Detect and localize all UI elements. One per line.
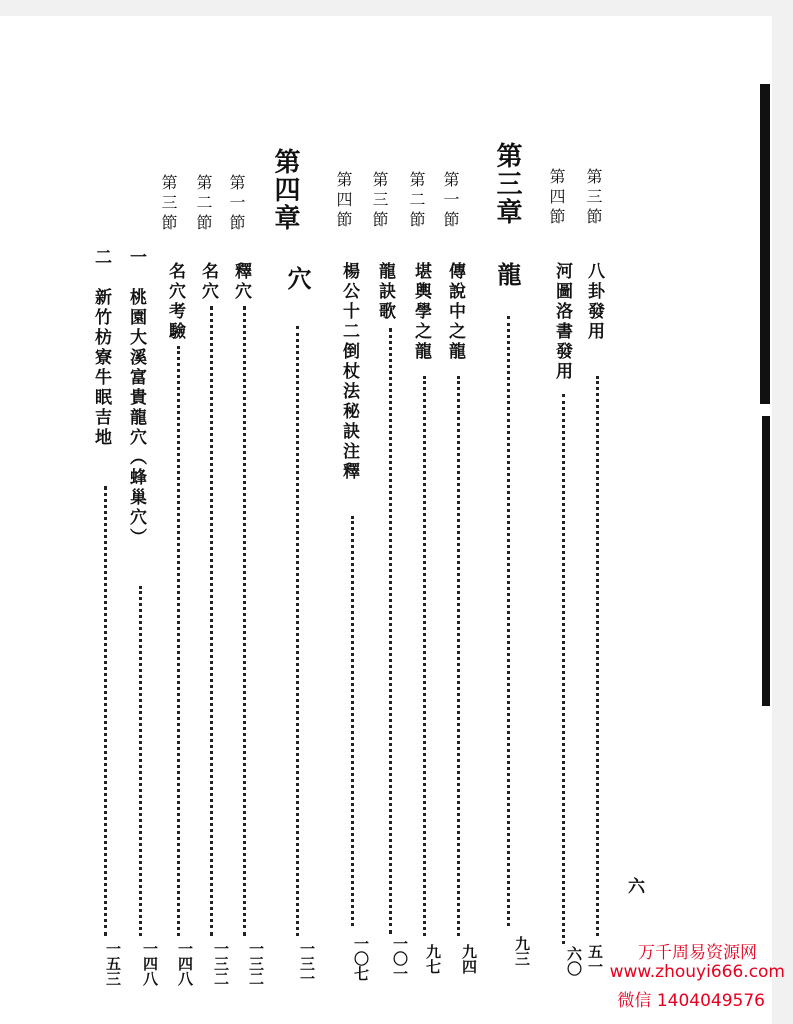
toc-section-label: 第三節	[370, 171, 389, 231]
toc-page-number: 一五三	[104, 941, 122, 986]
toc-section-label: 第一節	[227, 174, 246, 234]
toc-entry-title: 新竹枋寮牛眠吉地	[91, 288, 111, 448]
chapter-title: 龍	[493, 262, 522, 286]
toc-page-number: 一三二	[247, 941, 265, 986]
toc-page-number: 一〇一	[391, 936, 409, 981]
dot-leader	[104, 486, 107, 936]
toc-page-number: 一三一	[298, 941, 316, 986]
dot-leader	[210, 306, 213, 936]
toc-page-number: 一〇七	[352, 936, 370, 981]
toc-page-number: 五一	[586, 944, 604, 974]
toc-page-number: 九三	[513, 936, 531, 966]
watermark-line: 万千周易资源网	[638, 943, 757, 963]
toc-page-number: 一四八	[176, 941, 194, 986]
page-number: 六	[628, 877, 645, 897]
dot-leader	[457, 376, 460, 936]
page-edge-shadow	[762, 416, 770, 706]
watermark-line: www.zhouyi666.com	[609, 962, 785, 982]
toc-entry-title: 釋穴	[231, 262, 251, 302]
toc-entry-title: 河圖洛書發用	[552, 262, 572, 382]
toc-entry-title: 傳說中之龍	[445, 262, 465, 362]
toc-item-marker: 二	[91, 248, 111, 268]
toc-section-label: 第四節	[334, 171, 353, 231]
dot-leader	[139, 586, 142, 936]
dot-leader	[423, 376, 426, 936]
book-page	[0, 16, 772, 1024]
toc-page-number: 一三二	[212, 941, 230, 986]
toc-entry-title: 桃園大溪富貴龍穴（蜂巢穴）	[126, 288, 146, 548]
toc-entry-title: 龍訣歌	[375, 262, 395, 322]
dot-leader	[243, 306, 246, 936]
toc-section-label: 第一節	[441, 171, 460, 231]
toc-page-number: 六〇	[565, 946, 583, 976]
toc-entry-title: 堪輿學之龍	[411, 262, 431, 362]
toc-entry-title: 名穴考驗	[165, 262, 185, 342]
toc-entry-title: 楊公十二倒杖法秘訣注釋	[339, 262, 359, 482]
chapter-label: 第三章	[492, 142, 522, 226]
dot-leader	[296, 326, 299, 936]
dot-leader	[507, 316, 510, 926]
toc-section-label: 第三節	[584, 168, 603, 228]
watermark-line: 微信 1404049576	[617, 991, 765, 1011]
chapter-title: 穴	[283, 266, 312, 290]
dot-leader	[351, 516, 354, 926]
chapter-label: 第四章	[270, 148, 300, 232]
toc-section-label: 第三節	[159, 174, 178, 234]
toc-page-number: 九七	[424, 944, 442, 974]
toc-page-number: 一四八	[141, 941, 159, 986]
toc-section-label: 第四節	[547, 168, 566, 228]
dot-leader	[562, 394, 565, 944]
dot-leader	[389, 328, 392, 934]
dot-leader	[596, 376, 599, 936]
dot-leader	[177, 346, 180, 936]
toc-page-number: 九四	[460, 944, 478, 974]
toc-section-label: 第二節	[194, 174, 213, 234]
toc-entry-title: 名穴	[198, 262, 218, 302]
toc-item-marker: 一	[126, 248, 146, 268]
toc-section-label: 第二節	[407, 171, 426, 231]
toc-entry-title: 八卦發用	[584, 262, 604, 342]
page-edge-shadow	[760, 84, 770, 404]
